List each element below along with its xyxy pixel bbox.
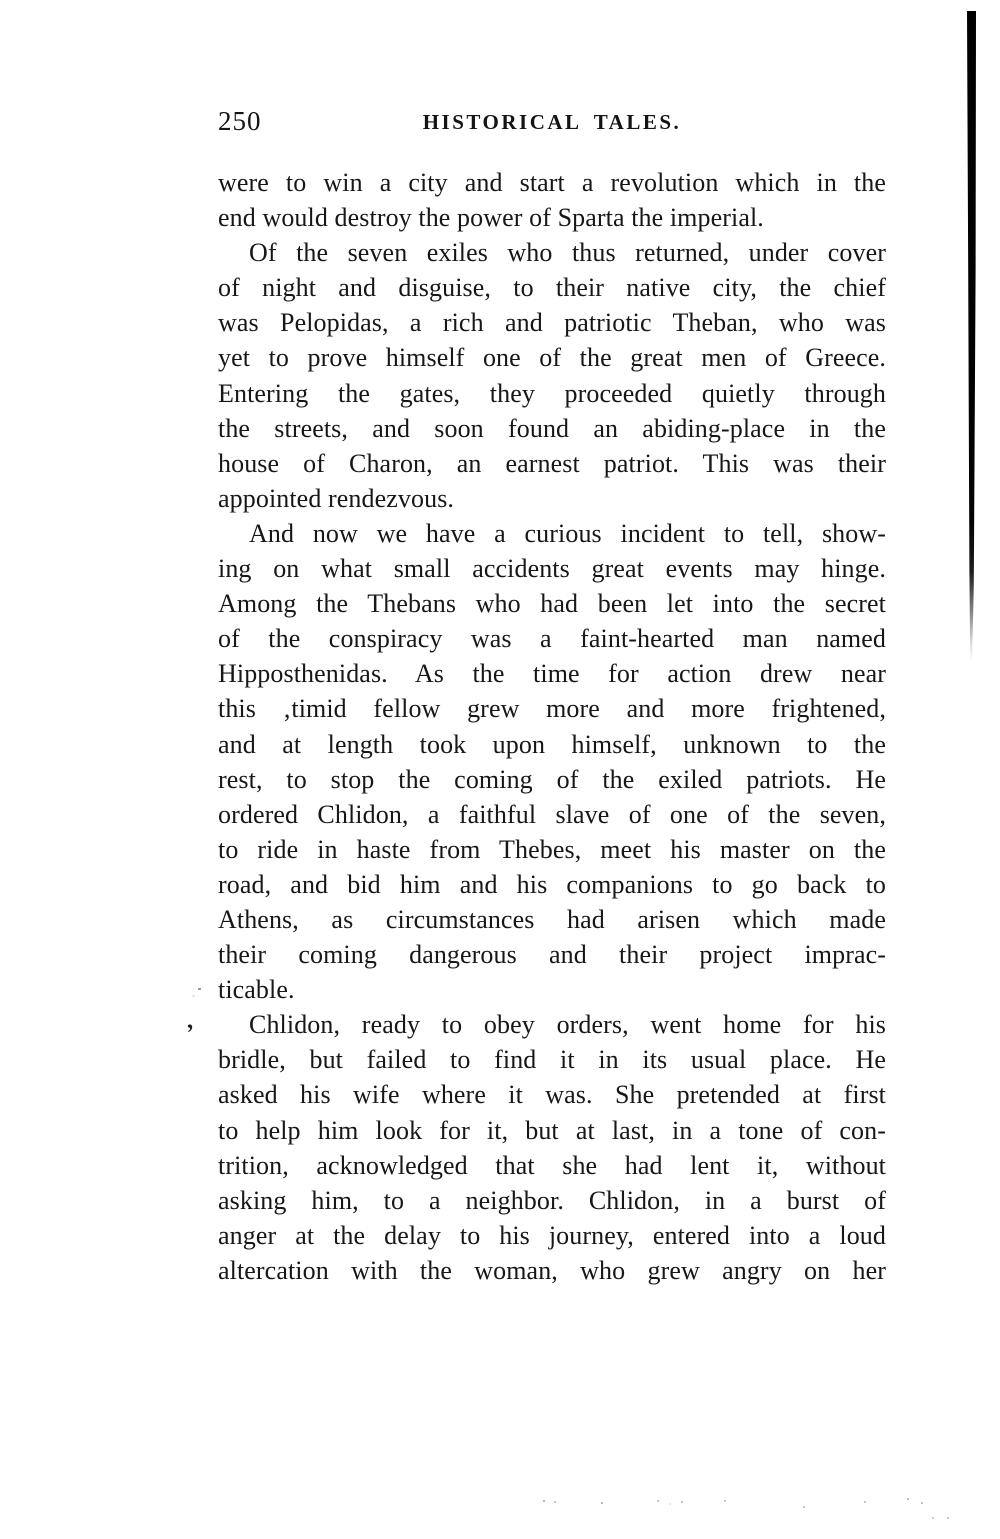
text-line: trition, acknowledged that she had lent it, without — [218, 1150, 886, 1180]
text-line: Athens, as circumstances had arisen which made — [218, 904, 886, 934]
text-line: to ride in haste from Thebes, meet his master on the — [218, 834, 886, 864]
text-line: the streets, and soon found an abiding-place in the — [218, 413, 886, 443]
text-line: ordered Chlidon, a faithful slave of one of the seven, — [218, 799, 886, 829]
text-block — [218, 165, 886, 1288]
text-line: this ‚timid fellow grew more and more frightened, — [218, 694, 886, 724]
text-line: Among the Thebans who had been let into the secret — [218, 589, 886, 619]
text-line: Entering the gates, they proceeded quietly through — [218, 378, 886, 408]
text-line: bridle, but failed to find it in its usual place. He — [218, 1045, 886, 1075]
text-line: end would destroy the power of Sparta the imperial. — [218, 203, 764, 233]
text-line: to help him look for it, but at last, in a tone of con- — [218, 1115, 886, 1145]
text-line: And now we have a curious incident to tell, show- — [249, 518, 886, 548]
text-line: anger at the delay to his journey, entered into a loud — [218, 1220, 886, 1250]
running-header — [218, 106, 886, 138]
text-line: of the conspiracy was a faint-hearted man named — [218, 624, 886, 654]
text-line: asked his wife where it was. She pretended at first — [218, 1080, 886, 1110]
paragraph — [218, 235, 886, 516]
scan-speckle-noise — [543, 1500, 545, 1502]
text-line: ing on what small accidents great events may hinge. — [218, 554, 886, 584]
text-line: their coming dangerous and their project imprac- — [218, 940, 886, 970]
text-line: yet to prove himself one of the great men of Greece. — [218, 343, 886, 373]
text-line: appointed rendezvous. — [218, 483, 455, 513]
text-line: was Pelopidas, a rich and patriotic Theban, who was — [218, 308, 886, 338]
paragraph — [218, 1007, 886, 1288]
scan-spine-bar-artifact — [966, 11, 976, 663]
text-line: road, and bid him and his companions to go back to — [218, 869, 886, 899]
text-line: ticable. — [218, 975, 295, 1005]
text-line: Chlidon, ready to obey orders, went home for his — [249, 1010, 886, 1040]
text-line: of night and disguise, to their native city, the chief — [218, 273, 886, 303]
scan-margin-mark-faint — [198, 988, 201, 990]
text-line: rest, to stop the coming of the exiled patriots. He — [218, 764, 886, 794]
paragraph — [218, 516, 886, 1007]
paragraph — [218, 165, 886, 235]
scan-margin-mark-comma: , — [183, 1007, 195, 1035]
text-line: and at length took upon himself, unknown to the — [218, 729, 886, 759]
text-line: Hipposthenidas. As the time for action drew near — [218, 659, 886, 689]
text-line: altercation with the woman, who grew angry on her — [218, 1255, 886, 1285]
text-line: asking him, to a neighbor. Chlidon, in a burst of — [218, 1185, 886, 1215]
text-line: house of Charon, an earnest patriot. This was their — [218, 448, 886, 478]
running-title: HISTORICAL TALES. — [422, 110, 682, 134]
page-number: 250 — [218, 106, 262, 136]
text-line: Of the seven exiles who thus returned, under cover — [249, 238, 886, 268]
text-line: were to win a city and start a revolution which in the — [218, 168, 886, 197]
